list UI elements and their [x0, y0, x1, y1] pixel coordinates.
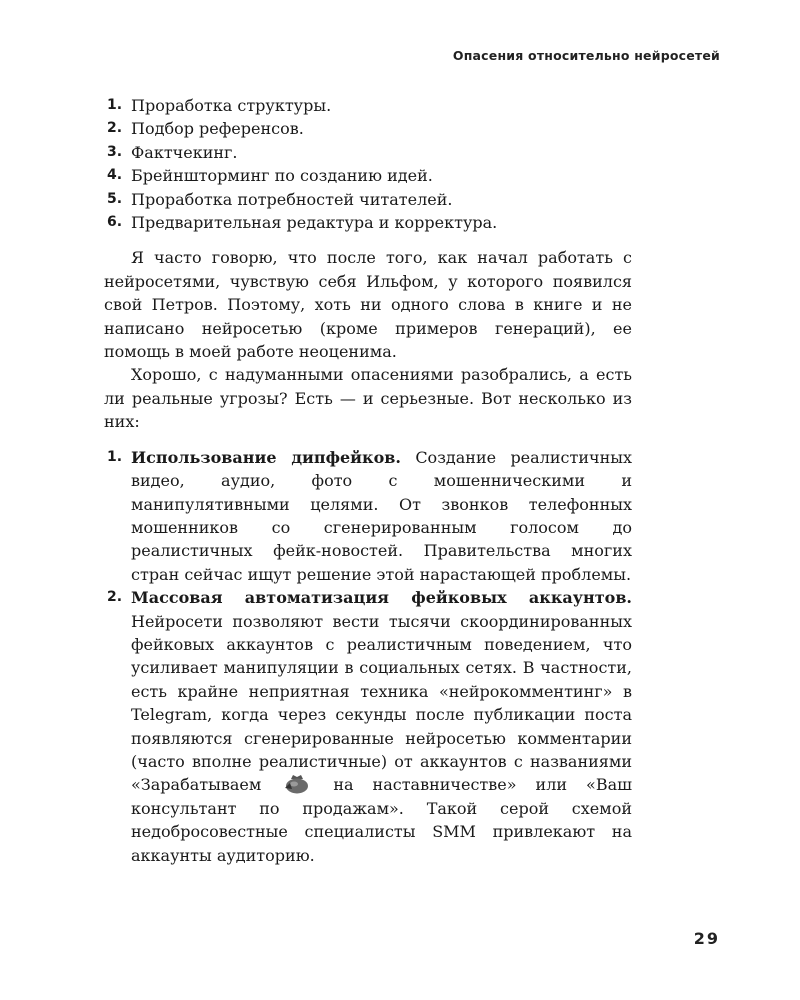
- list-item: [104, 117, 632, 140]
- list-item-number: 2.: [107, 120, 123, 137]
- paragraph-real-threats: Хорошо, с надуманными опасениями разобрались, а есть ли реальные угрозы? Есть — и серьезные. Вот несколько из них:: [104, 365, 632, 432]
- list-item: [104, 141, 632, 164]
- list-item-number: 2.: [107, 589, 123, 606]
- list-item-number: 1.: [107, 448, 123, 465]
- list-item: [104, 211, 632, 234]
- threat-text-after: на наставничестве» или «Ваш консультант по продажам». Такой серой схемой недобросовестные специалисты SMM привлекают на аккаунты аудиторию.: [131, 775, 633, 865]
- list-item-text: Проработка структуры.: [131, 96, 332, 115]
- threat-title: Использование дипфейков.: [131, 447, 401, 467]
- list-item-number: 1.: [107, 97, 123, 113]
- list-item-number: 5.: [107, 190, 123, 207]
- page-number: 29: [693, 929, 720, 948]
- running-header: Опасения относительно нейросетей: [452, 48, 720, 63]
- list-item-number: 4.: [107, 167, 123, 184]
- page-body: [104, 94, 632, 867]
- list-item-text: Брейншторминг по созданию идей.: [131, 166, 433, 186]
- threat-title: Массовая автоматизация фейковых аккаунтов.: [131, 588, 632, 608]
- threat-text: Создание реалистичных видео, аудио, фото с мошенническими и манипулятивными целями. От звонков телефонных мошенников со сгенерированным голосом до реалистичных фейк-новостей. Правительства многих стран сейчас ищут решение этой нарастающей проблемы.: [131, 447, 632, 584]
- list-item-number: 6.: [107, 214, 123, 231]
- list-item-number: 3.: [107, 143, 123, 160]
- list-item-text: Фактчекинг.: [131, 142, 238, 162]
- money-bag-icon: [282, 774, 312, 794]
- list-item-text: Предварительная редактура и корректура.: [131, 213, 498, 233]
- threat-item-fake-accounts: [104, 586, 632, 867]
- task-list: [104, 94, 632, 234]
- list-item: [104, 188, 632, 211]
- threat-text-before: Нейросети позволяют вести тысячи скоординированных фейковых аккаунтов с реалистичным поведением, что усиливает манипуляции в социальных сетях. В частности, есть крайне неприятная техника «нейрокомментинг» в Telegram, когда через секунды после публикации поста появляются сгенерированные нейросетью комментарии (часто вполне реалистичные) от аккаунтов с названиями «Зарабатываем: [131, 611, 632, 795]
- list-item: [104, 164, 632, 187]
- list-item-text: Подбор референсов.: [131, 119, 304, 139]
- threats-list: [104, 446, 632, 867]
- threat-item-deepfakes: [104, 446, 632, 586]
- paragraph-ilf-petrov: Я часто говорю, что после того, как начал работать с нейросетями, чувствую себя Ильфом, у которого появился свой Петров. Поэтому, хоть ни одного слова в книге и не написано нейросетью (кроме примеров генераций), ее помощь в моей работе неоценима.: [104, 248, 632, 362]
- list-item: [104, 94, 632, 117]
- list-item-text: Проработка потребностей читателей.: [131, 189, 453, 209]
